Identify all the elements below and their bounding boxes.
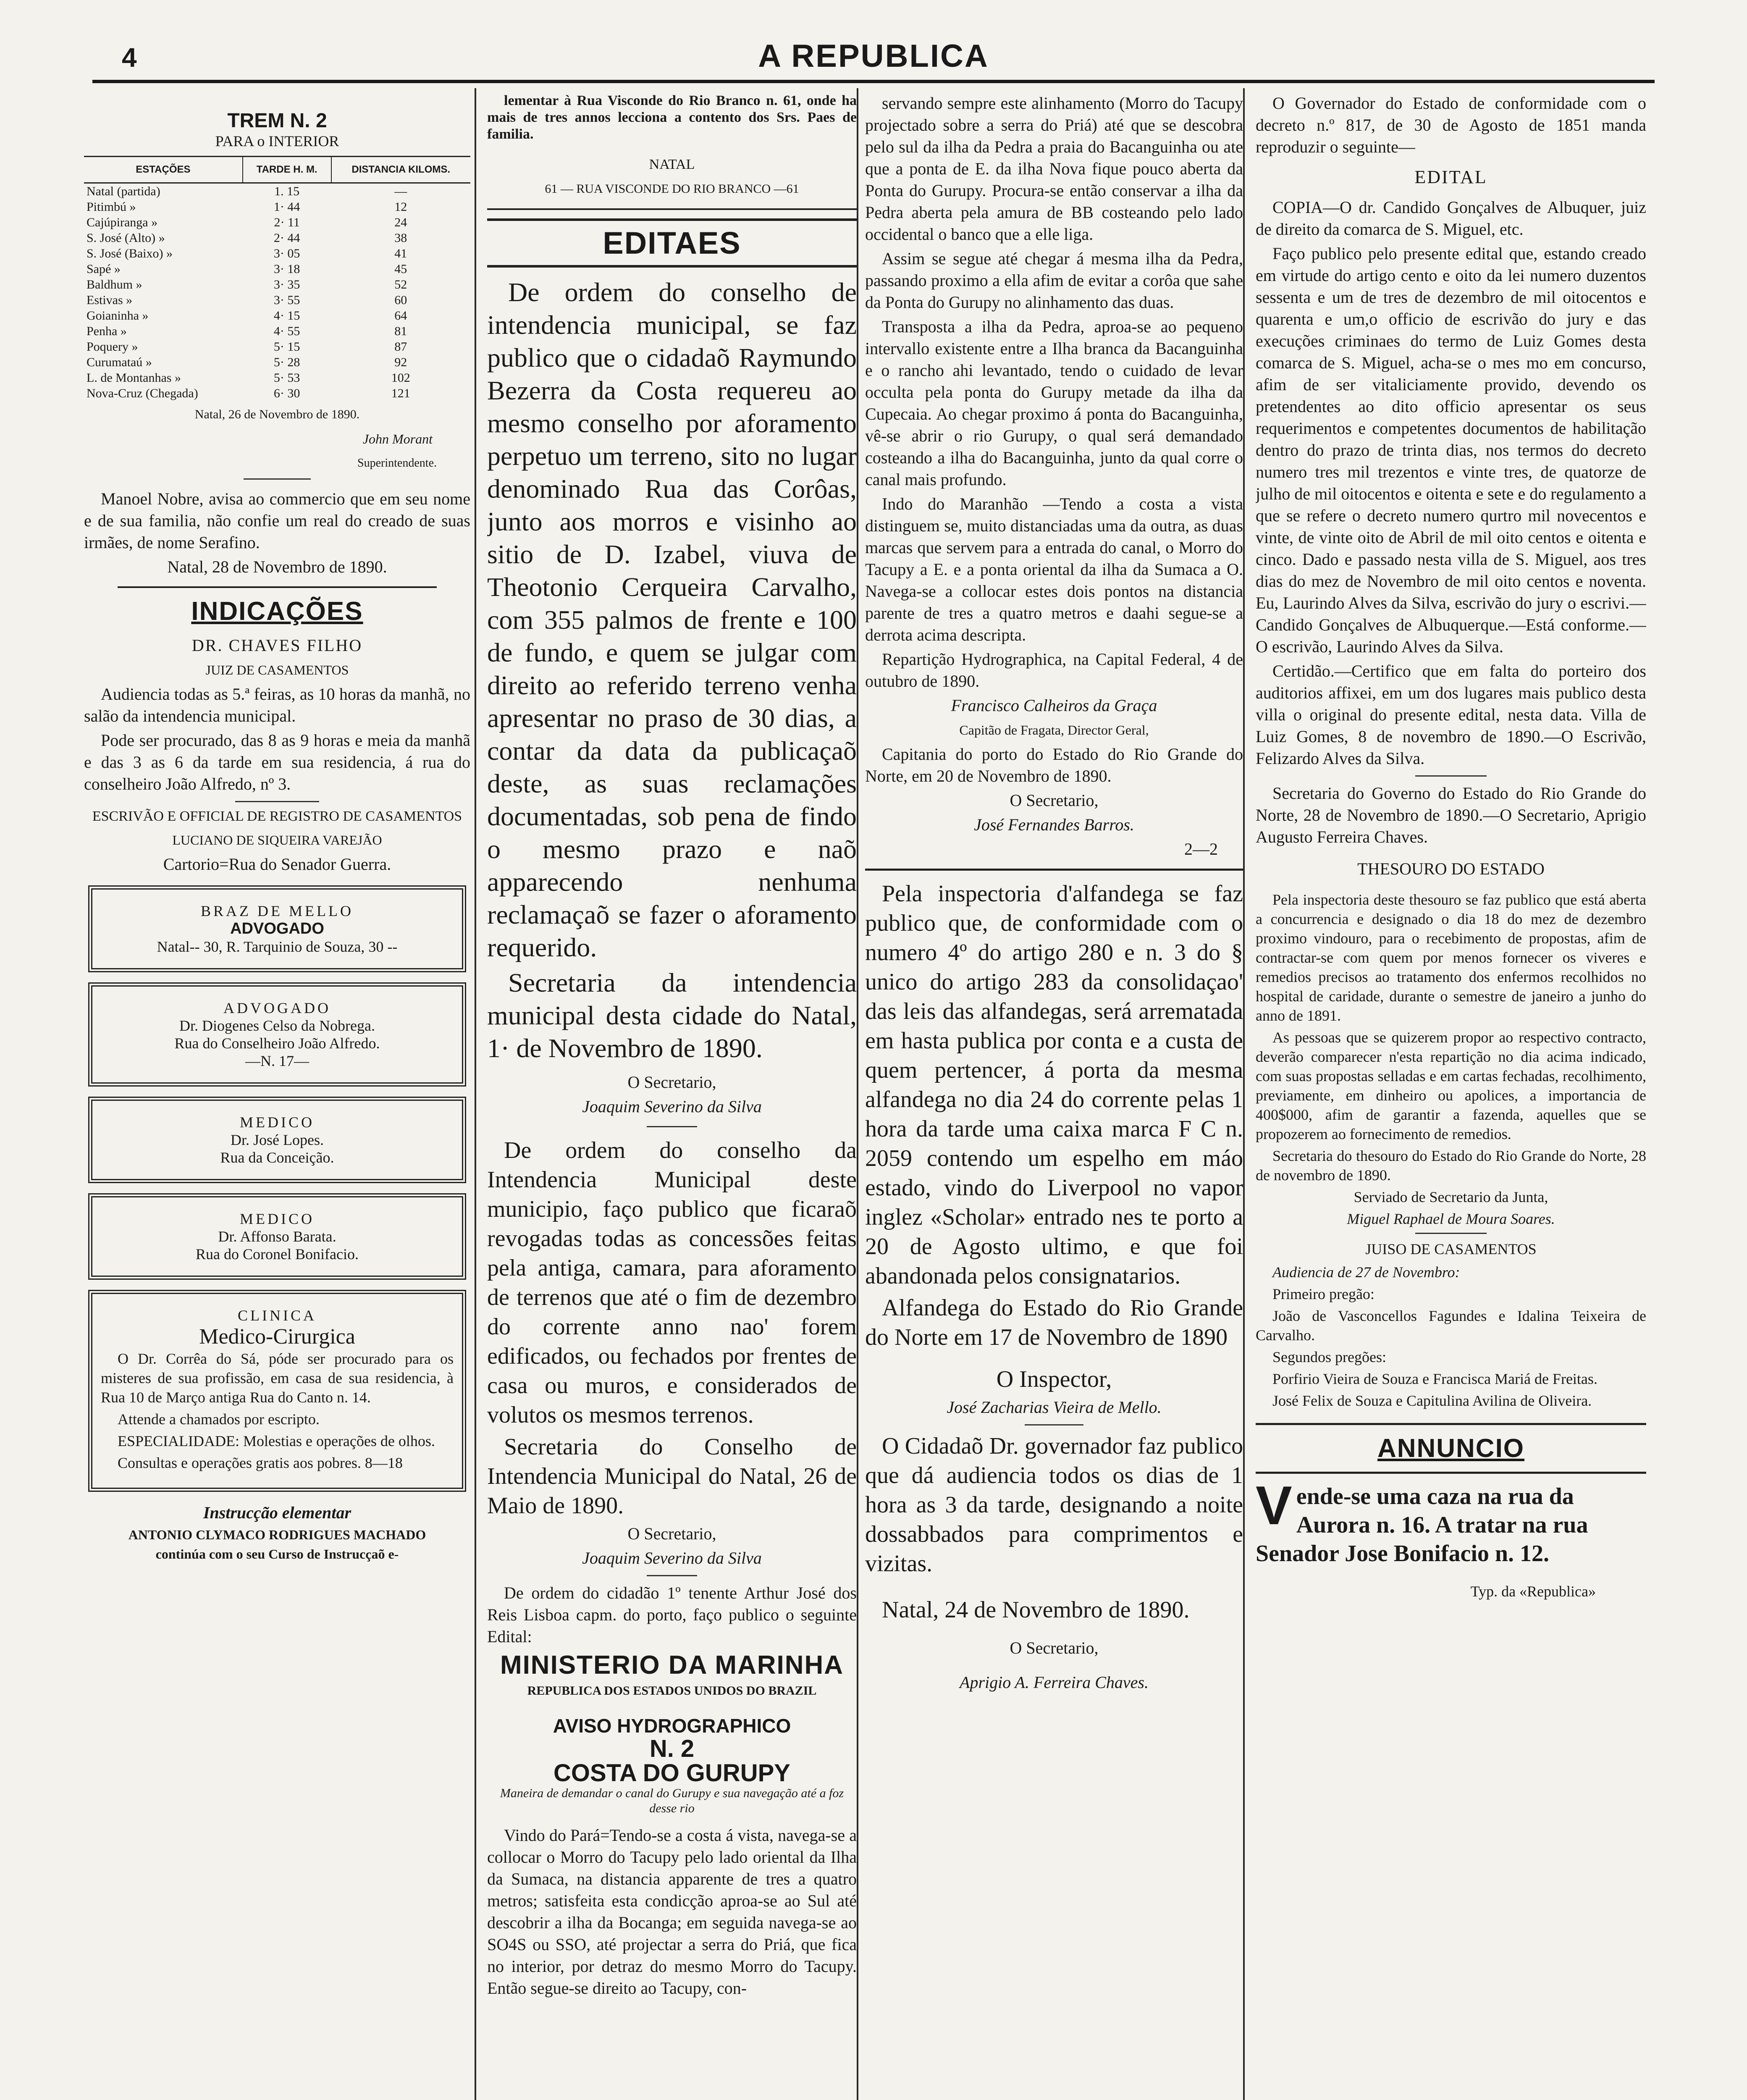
table-row bbox=[84, 292, 470, 308]
edital-secretary: O Secretario, bbox=[627, 1073, 716, 1092]
ad-profession: ADVOGADO bbox=[230, 920, 324, 937]
station-name: L. de Montanhas » bbox=[87, 371, 181, 385]
departure-time: 3· 05 bbox=[273, 247, 300, 260]
ad-text: ESPECIALIDADE: Molestias e operações de olhos. bbox=[118, 1433, 435, 1449]
station-name: Nova-Cruz (Chegada) bbox=[87, 386, 198, 400]
departure-time: 6· 30 bbox=[273, 386, 300, 400]
ad-subtitle: Medico-Cirurgica bbox=[199, 1325, 355, 1349]
departure-time: 4· 15 bbox=[273, 309, 300, 323]
page-number: 4 bbox=[122, 42, 137, 73]
alfandega-closing: Alfandega do Estado do Rio Grande do Norte em 17 de Novembro de 1890 bbox=[865, 1295, 1243, 1350]
ad-jose-lopes bbox=[88, 1097, 466, 1183]
departure-time: 3· 18 bbox=[273, 262, 300, 276]
thesouro-notice bbox=[1256, 890, 1646, 1228]
ad-name: Dr. Diogenes Celso da Nobrega. bbox=[179, 1017, 375, 1034]
instruction-name: ANTONIO CLYMACO RODRIGUES MACHADO bbox=[128, 1527, 426, 1542]
juiso-list bbox=[1256, 1263, 1646, 1410]
aviso-title: AVISO HYDROGRAPHICO bbox=[553, 1715, 791, 1737]
governor-notice bbox=[865, 1431, 1243, 1625]
edital-signature: Joaquim Severino da Silva bbox=[582, 1097, 762, 1116]
table-header: ESTAÇÕES bbox=[84, 157, 243, 183]
table-row bbox=[84, 246, 470, 261]
edital-2 bbox=[487, 1136, 857, 1520]
thesouro-title: THESOURO DO ESTADO bbox=[1357, 859, 1545, 878]
ad-title: ADVOGADO bbox=[223, 1000, 331, 1016]
ad-number: —N. 17— bbox=[245, 1053, 309, 1069]
alfandega-notice bbox=[865, 879, 1243, 1394]
ad-affonso-barata bbox=[88, 1193, 466, 1280]
escrivao-title: ESCRIVÃO E OFFICIAL DE REGISTRO DE CASAMENTOS bbox=[92, 808, 462, 824]
edital-3-intro: De ordem do cidadão 1º tenente Arthur José dos Reis Lisboa capm. do porto, faço publico o seguinte Edital: bbox=[487, 1583, 857, 1646]
departure-time: 4· 55 bbox=[273, 324, 300, 338]
governor-text: O Cidadaõ Dr. governador faz publico que dá audiencia todos os dias de 1 hora as 3 da tarde, designando a noite dossabbados para comprimentos e vizitas. bbox=[865, 1433, 1243, 1577]
ad-address: Rua do Conselheiro João Alfredo. bbox=[174, 1035, 380, 1052]
ad-title: MEDICO bbox=[240, 1114, 315, 1131]
column-rule bbox=[1243, 88, 1245, 2100]
edital-text: De ordem do conselho de intendencia municipal, se faz publico que o cidadaõ Raymundo Bezerra da Costa requereu ao mesmo conselho por aforamento perpetuo um terreno, sito no lugar denominado Rua das Corôas, junto aos morros e visinho ao sitio de D. Izabel, viuva de Theotonio Cerqueira Carvalho, com 355 palmos de frente e 100 de fundo, e quem se julgar com direito ao referido terreno venha apresentar no praso de 30 dias, a contar da data da publicaçaõ deste, as suas reclamações documentadas, sob pena de findo o mesmo prazo e naõ apparecendo nenhuma reclamaçaõ se fazer o aforamento requerido. bbox=[487, 277, 857, 962]
departure-time: 1. 15 bbox=[274, 184, 300, 198]
table-row bbox=[84, 339, 470, 354]
table-row bbox=[84, 370, 470, 386]
masthead: A REPUBLICA bbox=[758, 38, 989, 74]
ad-text: O Dr. Corrêa do Sá, póde ser procurado para os misteres de sua profissão, em casa de sua residencia, à Rua 10 de Março antiga Rua do Canto n. 14. bbox=[101, 1350, 454, 1406]
aviso-subtitle: Maneira de demandar o canal do Gurupy e sua navegação até a foz desse rio bbox=[500, 1786, 844, 1815]
station-name: Goianinha » bbox=[87, 309, 149, 323]
instruction-text: continúa com o seu Curso de Instrucçaõ e- bbox=[155, 1546, 399, 1562]
ad-braz-de-mello bbox=[88, 885, 466, 972]
departure-time: 5· 28 bbox=[273, 355, 300, 369]
aviso-place-date: Repartição Hydrographica, na Capital Federal, 4 de outubro de 1890. bbox=[865, 650, 1243, 690]
school-address: 61 — RUA VISCONDE DO RIO BRANCO —61 bbox=[545, 182, 799, 196]
distance-km: 24 bbox=[394, 215, 407, 229]
alfandega-text: Pela inspectoria d'alfandega se faz publico que, de conformidade com o numero 4º do artigo 280 e n. 3 do § unico do artigo 283 da consolidaçao' das leis das alfandegas, será arrematada em hasta publica por conta e a custa de quem pertencer, á porta da mesma alfandega no dia 24 do corrente pelas 1 hora da tarde uma caixa marca F C n. 2059 contendo um espelho em máo estado, vindo do Liverpool no vapor inglez «Scholar» entrado nes te porto a 20 de Agosto ultimo, e que foi abandonada pelos consignatarios. bbox=[865, 881, 1243, 1289]
column-3 bbox=[865, 92, 1243, 2100]
column-rule bbox=[857, 88, 858, 2100]
station-name: Poquery » bbox=[87, 340, 138, 354]
chaves-role: JUIZ DE CASAMENTOS bbox=[205, 662, 349, 677]
thesouro-signature: Miguel Raphael de Moura Soares. bbox=[1347, 1210, 1555, 1227]
table-row bbox=[84, 215, 470, 230]
juiso-pregao-names: João de Vasconcellos Fagundes e Idalina Teixeira de Carvalho. bbox=[1256, 1307, 1646, 1344]
ad-address: Rua da Conceição. bbox=[220, 1149, 334, 1166]
distance-km: 52 bbox=[394, 278, 407, 291]
edital-closing: Secretaria da intendencia municipal desta cidade do Natal, 1· de Novembro de 1890. bbox=[487, 968, 857, 1063]
station-name: Estivas » bbox=[87, 293, 133, 307]
table-row bbox=[84, 354, 470, 370]
school-city: NATAL bbox=[649, 157, 695, 172]
ministry-subtitle: REPUBLICA DOS ESTADOS UNIDOS DO BRAZIL bbox=[527, 1684, 817, 1698]
governor-secretary: O Secretario, bbox=[1010, 1638, 1099, 1657]
distance-km: 12 bbox=[394, 200, 407, 214]
station-name: Sapé » bbox=[87, 262, 121, 276]
column-1 bbox=[84, 92, 470, 2100]
ad-name: Dr. José Lopes. bbox=[231, 1131, 324, 1148]
aviso-signature: Francisco Calheiros da Graça bbox=[951, 696, 1157, 715]
edital-1 bbox=[487, 276, 857, 1065]
governor-date: Natal, 24 de Novembro de 1890. bbox=[882, 1597, 1190, 1623]
ad-title: BRAZ DE MELLO bbox=[201, 903, 354, 919]
station-name: Penha » bbox=[87, 324, 127, 338]
thesouro-junta: Serviado de Secretario da Junta, bbox=[1354, 1189, 1548, 1205]
thesouro-text: Secretaria do thesouro do Estado do Rio Grande do Norte, 28 de novembro de 1890. bbox=[1256, 1147, 1646, 1184]
table-row bbox=[84, 323, 470, 339]
train-signature-title: Superintendente. bbox=[357, 457, 437, 470]
editaes-title: EDITAES bbox=[487, 218, 857, 268]
distance-km: 64 bbox=[394, 309, 407, 323]
edital-signature: Joaquim Severino da Silva bbox=[582, 1549, 762, 1567]
capitania-date: Capitania do porto do Estado do Rio Grande do Norte, em 20 de Novembro de 1890. bbox=[865, 745, 1243, 785]
escrivao-address: Cartorio=Rua do Senador Guerra. bbox=[163, 855, 391, 874]
station-name: Curumataú » bbox=[87, 355, 152, 369]
departure-time: 1· 44 bbox=[273, 200, 300, 214]
juiso-pregao: Segundos pregões: bbox=[1272, 1349, 1386, 1365]
edital-closing: Secretaria do Conselho de Intendencia Municipal do Natal, 26 de Maio de 1890. bbox=[487, 1434, 857, 1519]
ministry-title: MINISTERIO DA MARINHA bbox=[500, 1651, 844, 1680]
table-row bbox=[84, 277, 470, 292]
aviso-text-cont: Transposta a ilha da Pedra, aproa-se ao pequeno intervallo existente entre a Ilha branca da Bacanguinha e o rancho ahi levantado, tendo o cuidado de levar occulta pela ponta do Gurupy metade da ilha da Cupecaia. Ao chegar proximo á ponta do Bacanguinha, vê-se abrir o rio Gurupy, o qual será demandado costeando a ilha do Bacanguinha, junto da qual corre o canal mais profundo. bbox=[865, 317, 1243, 489]
station-name: Baldhum » bbox=[87, 278, 142, 291]
distance-km: 38 bbox=[394, 231, 407, 245]
ad-text: Attende a chamados por escripto. bbox=[118, 1411, 320, 1428]
departure-time: 5· 53 bbox=[273, 371, 300, 385]
station-name: Cajúpiranga » bbox=[87, 215, 158, 229]
table-header: DISTANCIA KILOMS. bbox=[331, 157, 470, 183]
train-title: TREM N. 2 bbox=[227, 110, 327, 132]
ad-diogenes bbox=[88, 982, 466, 1087]
distance-km: 92 bbox=[394, 355, 407, 369]
thesouro-text: Pela inspectoria deste thesouro se faz publico que está aberta a concurrencia e designado o dia 18 do mez de dezembro proximo vindouro, para o recebimento de propostas, afim de contractar-se com quem por menos fornecer os viveres e remedios precisos ao tratamento dos enfermos recolhidos no hospital de caridade, durante o semestre de janeiro a junho do anno de 1891. bbox=[1256, 891, 1646, 1024]
station-name: S. José (Alto) » bbox=[87, 231, 165, 245]
juiso-audiencia: Audiencia de 27 de Novembro: bbox=[1272, 1264, 1460, 1281]
distance-km: 87 bbox=[394, 340, 407, 354]
table-row bbox=[84, 183, 470, 200]
column-2 bbox=[487, 92, 857, 2100]
annuncio-ad bbox=[1256, 1482, 1646, 1568]
juiso-pregao: Primeiro pregão: bbox=[1272, 1286, 1375, 1302]
capitania-signature: José Fernandes Barros. bbox=[974, 815, 1134, 834]
ad-address: Rua do Coronel Bonifacio. bbox=[196, 1246, 359, 1263]
distance-km: 45 bbox=[394, 262, 407, 276]
alfandega-inspector: O Inspector, bbox=[996, 1366, 1112, 1392]
table-row bbox=[84, 308, 470, 323]
chaves-name: DR. CHAVES FILHO bbox=[191, 636, 363, 655]
ad-title: CLINICA bbox=[238, 1307, 317, 1324]
train-signature: John Morant bbox=[362, 431, 433, 446]
page-header bbox=[92, 29, 1655, 80]
annuncio-text: ende-se uma caza na rua da Aurora n. 16. A tratar na rua Senador Jose Bonifacio n. 12. bbox=[1256, 1483, 1588, 1567]
aviso-signature-title: Capitão de Fragata, Director Geral, bbox=[959, 722, 1149, 738]
departure-time: 3· 35 bbox=[273, 278, 300, 291]
column-rule bbox=[475, 88, 476, 2100]
instruction-title: Instrucção elementar bbox=[203, 1503, 351, 1522]
train-timetable bbox=[84, 156, 470, 401]
school-continuation: lementar à Rua Visconde do Rio Branco n. 61, onde ha mais de tres annos lecciona a contento dos Srs. Paes de familia. bbox=[487, 93, 857, 142]
aviso-text-cont: Assim se segue até chegar á mesma ilha da Pedra, passando proximo a ella afim de evitar a corôa que sahe da Ponta do Gurupy no alinhamento das duas. bbox=[865, 249, 1243, 312]
notice-number: 2—2 bbox=[1184, 840, 1218, 858]
typography-credit: Typ. da «Republica» bbox=[1470, 1583, 1596, 1600]
edital-certidao: Certidão.—Certifico que em falta do porteiro dos auditorios affixei, em um dos lugares mais publico desta villa o original do presente edital, nesta data. Villa de Luiz Gomes, 8 de novembro de 1890.—O Escrivão, Felizardo Alves da Silva. bbox=[1256, 662, 1646, 768]
ad-address: Natal-- 30, R. Tarquinio de Souza, 30 -- bbox=[157, 938, 398, 955]
table-row bbox=[84, 261, 470, 277]
edital-text: De ordem do conselho da Intendencia Municipal deste municipio, faço publico que ficaraõ revogadas todas as concessões feitas pela antiga, camara, para aforamento de terrenos que até o fim de dezembro do corrente anno nao' forem edificados, ou fechados por frentes de casa ou muros, e considerados de volutos os mesmos terrenos. bbox=[487, 1137, 857, 1428]
departure-time: 5· 15 bbox=[273, 340, 300, 354]
drop-cap: V bbox=[1256, 1482, 1292, 1536]
aviso-text-cont: Indo do Maranhão —Tendo a costa a vista distinguem se, muito distanciadas uma da outra, as duas marcas que servem para a entrada do canal, o Morro do Tacupy a E. e a ponta oriental da ilha da Sumaca a O. Navega-se a collocar estes dois pontos na distancia parente de tres a quatro metros e daahi segue-se a derrota acima descripta. bbox=[865, 494, 1243, 644]
chaves-text-2: Pode ser procurado, das 8 as 9 horas e meia da manhã e das 3 as 6 da tarde em sua residencia, á rua do conselheiro João Alfredo, nº 3. bbox=[84, 731, 470, 793]
juiso-title: JUISO DE CASAMENTOS bbox=[1365, 1241, 1537, 1257]
ad-name: Dr. Affonso Barata. bbox=[218, 1228, 336, 1245]
aviso-text-cont: servando sempre este alinhamento (Morro do Tacupy projectado sobre a serra do Priá) até que se descobra pelo sul da ilha da Pedra a praia do Bacanguinha ou ate que a ponta de E. da ilha Nova fique pouco aberta da Ponta do Gurupy. Procura-se então conservar a ilha da Pedra aberta pela amura de BB costeando pelo lado occidental o banco que a elle liga. bbox=[865, 94, 1243, 244]
departure-time: 2· 44 bbox=[273, 231, 300, 245]
governo-secretaria: Secretaria do Governo do Estado do Rio Grande do Norte, 28 de Novembro de 1890.—O Secretario, Aprigio Augusto Ferreira Chaves. bbox=[1256, 784, 1646, 846]
aviso-number: N. 2 bbox=[649, 1735, 695, 1762]
notice-manoel: Manoel Nobre, avisa ao commercio que em seu nome e de sua familia, não confie um real do creado de suas irmães, de nome Serafino. bbox=[84, 489, 470, 552]
distance-km: 81 bbox=[394, 324, 407, 338]
header-rule bbox=[92, 80, 1655, 83]
table-row bbox=[84, 386, 470, 401]
edital-secretary: O Secretario, bbox=[627, 1524, 716, 1543]
capitania-secretary: O Secretario, bbox=[1010, 791, 1099, 810]
station-name: Pitimbú » bbox=[87, 200, 136, 214]
distance-km: — bbox=[394, 184, 407, 198]
station-name: Natal (partida) bbox=[87, 184, 160, 198]
aviso-text: Vindo do Pará=Tendo-se a costa á vista, navega-se a collocar o Morro do Tacupy pelo lado oriental da Ilha da Sumaca, na distancia apparente de tres a quatro metros; satisfeita esta condicção aproa-se ao Sul até descobrir a ilha da Bocanga; em seguida navega-se ao SO4S ou SSO, até projectar a serra do Priá, que fica no interior, por detraz do mesmo Morro do Tacupy. Então segue-se direito ao Tacupy, con- bbox=[487, 1826, 857, 1998]
ad-text: Consultas e operações gratis aos pobres. 8—18 bbox=[118, 1454, 403, 1471]
juiso-pregao-names: José Felix de Souza e Capitulina Avilina de Oliveira. bbox=[1272, 1392, 1592, 1409]
distance-km: 121 bbox=[391, 386, 410, 400]
ad-clinica bbox=[88, 1290, 466, 1492]
train-subtitle: PARA o INTERIOR bbox=[215, 133, 339, 150]
distance-km: 102 bbox=[391, 371, 410, 385]
edital-title: EDITAL bbox=[1414, 167, 1487, 187]
departure-time: 2· 11 bbox=[274, 215, 300, 229]
departure-time: 3· 55 bbox=[273, 293, 300, 307]
annuncio-title: ANNUNCIO bbox=[1377, 1434, 1525, 1463]
distance-km: 60 bbox=[394, 293, 407, 307]
indications-title: INDICAÇÕES bbox=[191, 597, 363, 626]
train-date: Natal, 26 de Novembro de 1890. bbox=[194, 407, 360, 421]
governor-signature: Aprigio A. Ferreira Chaves. bbox=[960, 1673, 1149, 1692]
aviso-costa: COSTA DO GURUPY bbox=[553, 1759, 790, 1787]
table-header: TARDE H. M. bbox=[243, 157, 331, 183]
governor-decree: O Governador do Estado de conformidade com o decreto n.º 817, de 30 de Agosto de 1851 manda reproduzir o seguinte— bbox=[1256, 94, 1646, 156]
ad-title: MEDICO bbox=[240, 1210, 315, 1227]
distance-km: 41 bbox=[394, 247, 407, 260]
escrivao-name: LUCIANO DE SIQUEIRA VAREJÃO bbox=[172, 832, 382, 848]
station-name: S. José (Baixo) » bbox=[87, 247, 173, 260]
thesouro-text: As pessoas que se quizerem propor ao respectivo contracto, deverão comparecer n'esta repartição no dia acima indicado, com suas propostas selladas e em cartas fechadas, recolhimento, previamente, em dinheiro ou apolices, a importancia de 400$000, afim de garantir a fazenda, aquelles que se propozerem ao fornecimento de remedios. bbox=[1256, 1029, 1646, 1142]
edital-body: Faço publico pelo presente edital que, estando creado em virtude do artigo cento e oito da lei numero duzentos sessenta e um de tres de dezembro de mil oitocentos e quarenta e um,o officio de escrivão do jury e das execuções criminaes do termo de Luiz Gomes desta comarca de S. Miguel, acha-se o mes mo em concurso, afim de ser vitaliciamente provido, devendo os pretendentes ao dito officio apresentar os seus requerimentos e competentes documentos de habilitação dentro do prazo de trinta dias, nos termos do decreto numero tres mil trezentos e vinte tres, de quatorze de julho de mil oitocentos e oitenta e sete e do regulamento a que se refere o decreto numero qurtro mil novecentos e vinte, de vinte oito de Abril de mil oito centos e oitenta e cinco. Dado e passado nesta villa de S. Miguel, aos tres dias do mez de Novembro de mil oito centos e noventa. Eu, Laurindo Alves da Silva, escrivão do jury o escrivi.— Candido Gonçalves de Albuquerque.—Está conforme.—O escrivão, Laurindo Alves da Silva. bbox=[1256, 244, 1646, 656]
chaves-text-1: Audiencia todas as 5.ª feiras, as 10 horas da manhã, no salão da intendencia municipal. bbox=[84, 685, 470, 725]
column-4 bbox=[1256, 92, 1646, 2100]
juiso-pregao-names: Porfirio Vieira de Souza e Francisca Mariá de Freitas. bbox=[1272, 1370, 1597, 1387]
table-row bbox=[84, 230, 470, 246]
alfandega-signature: José Zacharias Vieira de Mello. bbox=[947, 1398, 1162, 1417]
timetable-body bbox=[84, 183, 470, 402]
notice-manoel-date: Natal, 28 de Novembro de 1890. bbox=[167, 557, 387, 576]
table-row bbox=[84, 199, 470, 215]
edital-copy: COPIA—O dr. Candido Gonçalves de Albuquer, juiz de direito da comarca de S. Miguel, etc. bbox=[1256, 198, 1646, 239]
